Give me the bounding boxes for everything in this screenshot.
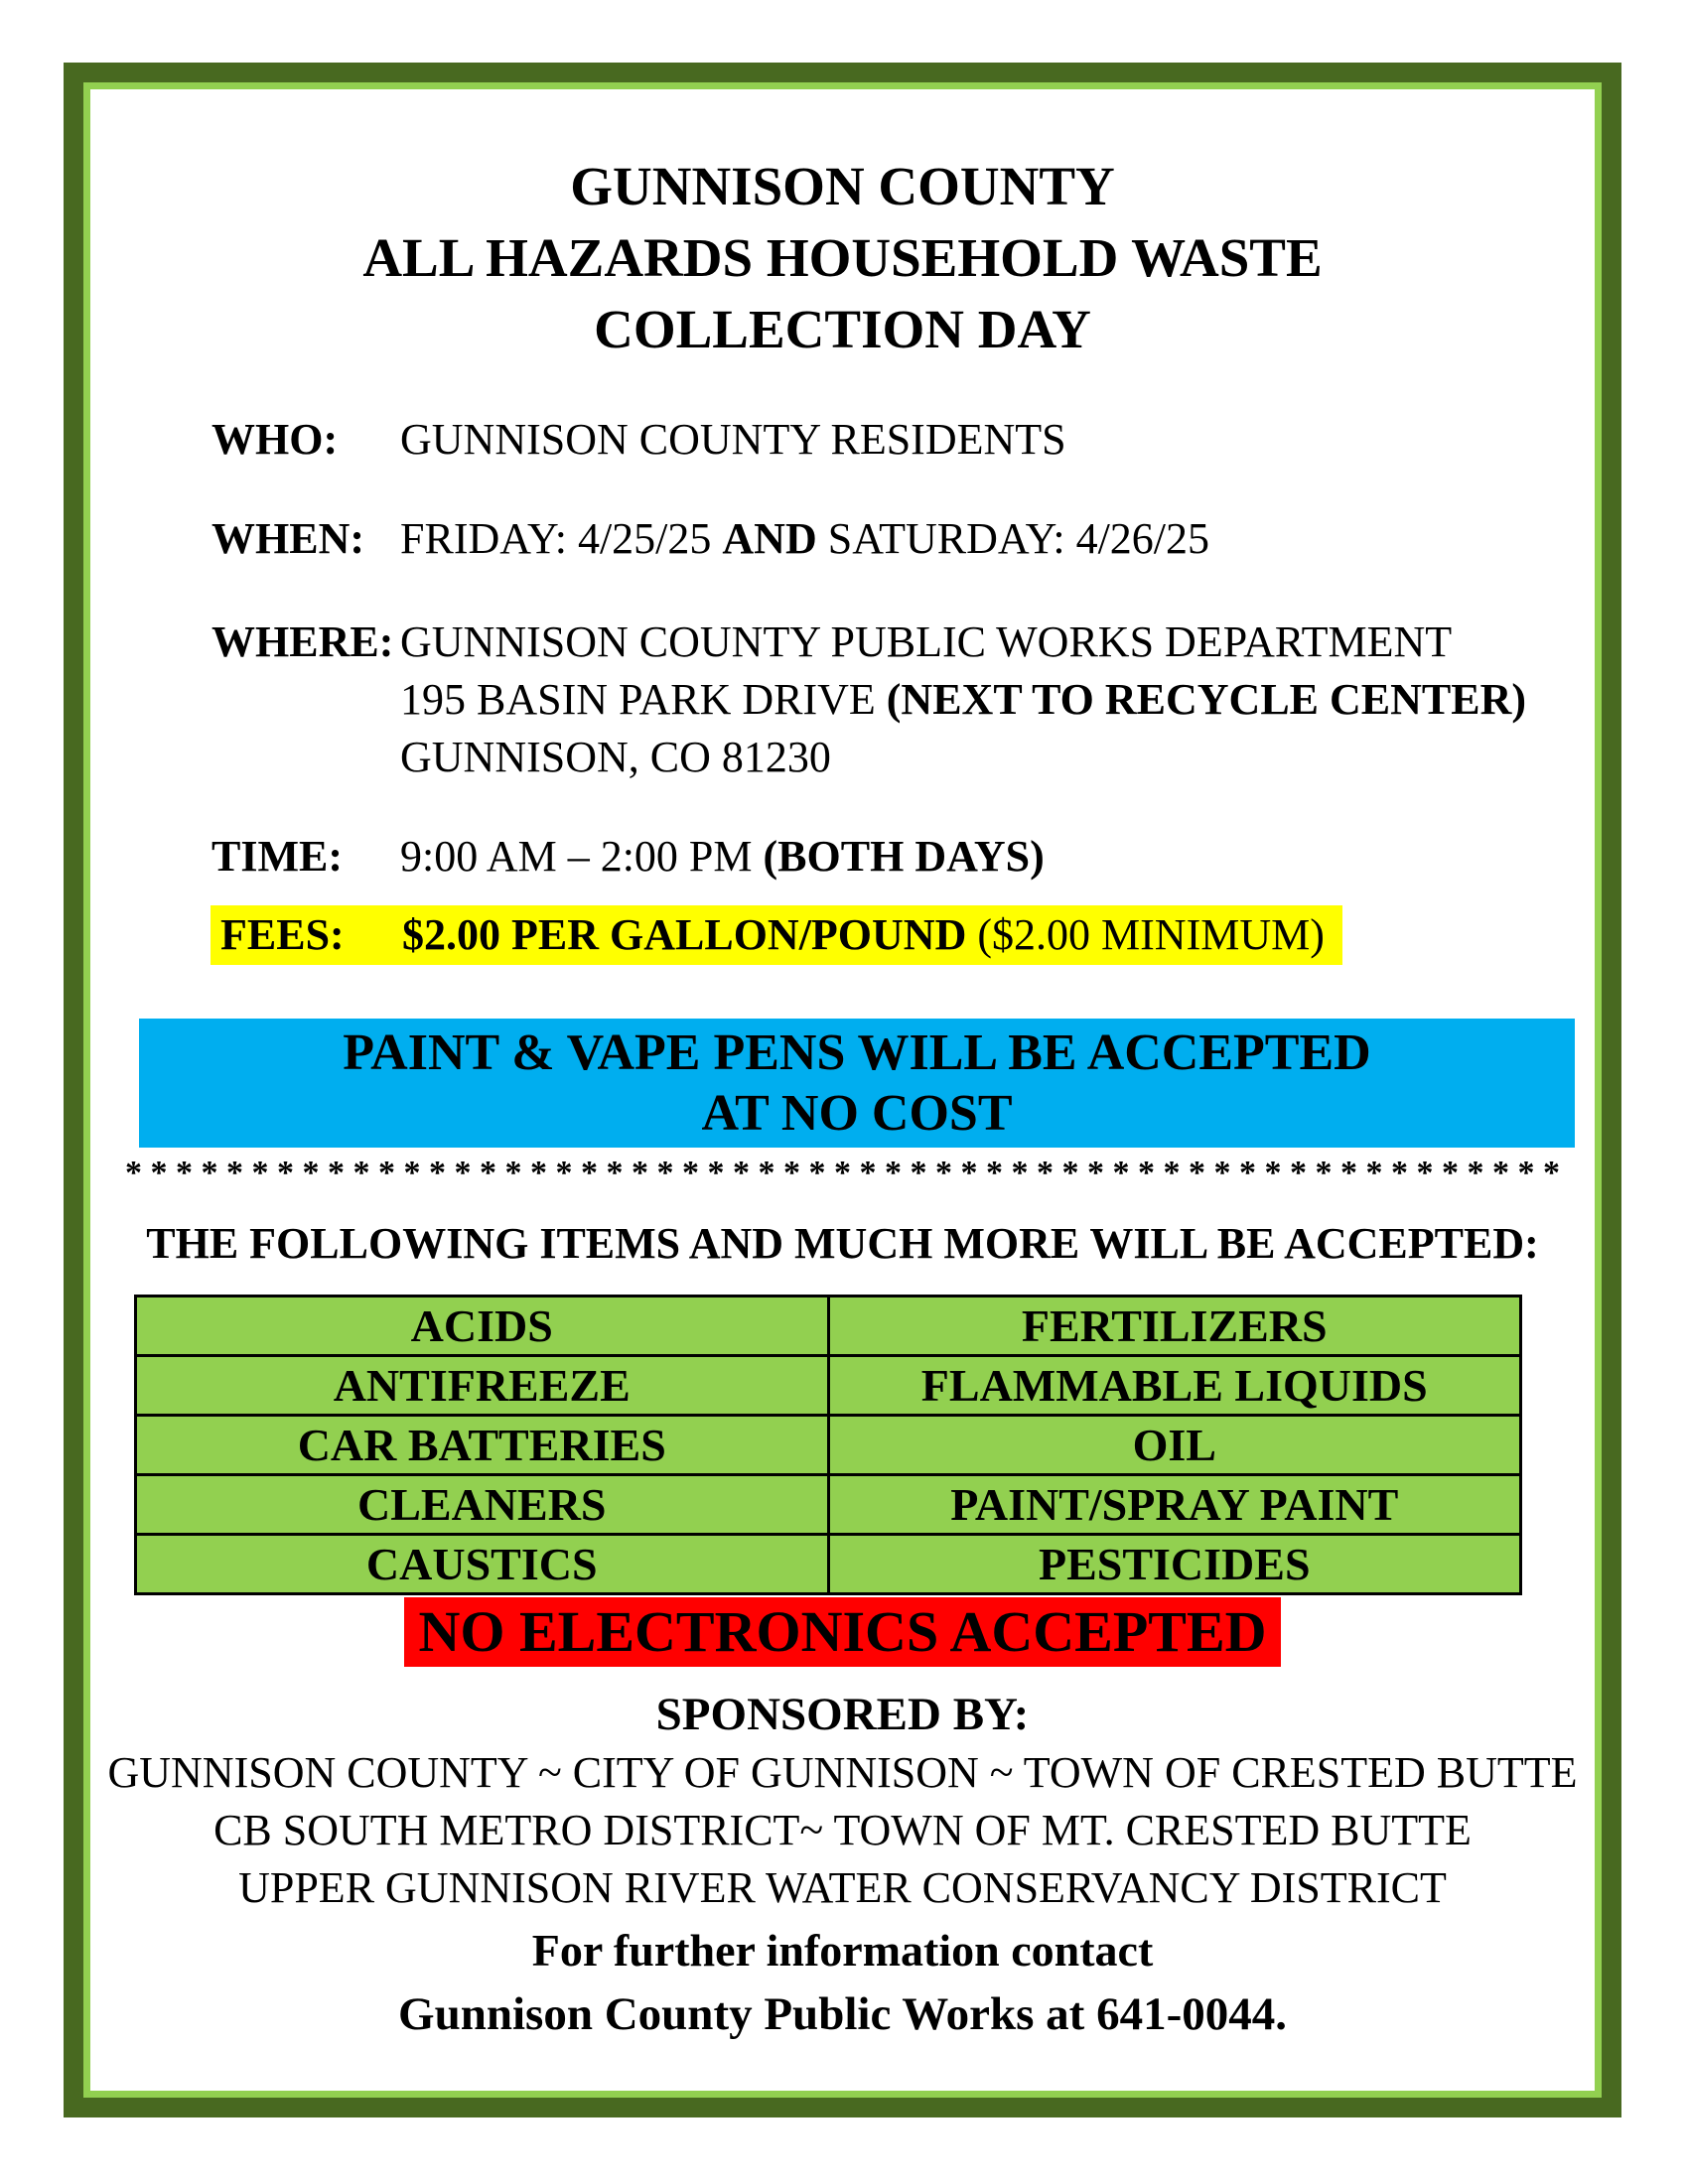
- footer-info-line: For further information contact: [531, 1925, 1154, 1976]
- who-value: GUNNISON COUNTY RESIDENTS: [400, 415, 1066, 464]
- info-row-who: [90, 411, 1595, 469]
- where-label: WHERE:: [211, 617, 394, 666]
- where-value: [400, 614, 1595, 786]
- info-row-fees: [90, 905, 1595, 965]
- table-row: [136, 1535, 1521, 1594]
- table-cell: CLEANERS: [136, 1475, 829, 1535]
- time-value-pre: 9:00 AM – 2:00 PM: [400, 832, 764, 881]
- where-line-1: GUNNISON COUNTY PUBLIC WORKS DEPARTMENT: [400, 617, 1453, 666]
- fees-yellow-highlight: [211, 905, 1342, 965]
- asterisk-divider: * * * * * * * * * * * * * * * * * * * * * * * * * * * * * * * * * * * * * * * * * * * * * * * * * * * * * * * * *: [125, 1155, 1560, 1191]
- page-border-inner-line: [83, 82, 1602, 2098]
- when-value-pre: FRIDAY: 4/25/25: [400, 514, 723, 563]
- time-value: [400, 828, 1595, 886]
- info-row-when: [90, 510, 1595, 568]
- sponsor-list: [90, 1744, 1595, 1917]
- no-electronics-row: [90, 1597, 1595, 1667]
- sponsor-line-1: GUNNISON COUNTY ~ CITY OF GUNNISON ~ TOWN OF CRESTED BUTTE: [107, 1748, 1578, 1797]
- when-label: WHEN:: [211, 514, 364, 563]
- info-row-time: [90, 828, 1595, 886]
- table-cell: PAINT/SPRAY PAINT: [828, 1475, 1521, 1535]
- info-section: [90, 411, 1595, 965]
- fees-label: FEES:: [220, 910, 345, 959]
- where-line-2: [400, 671, 1595, 729]
- when-value-bold: AND: [722, 514, 817, 563]
- who-label: WHO:: [211, 415, 339, 464]
- where-line-3: GUNNISON, CO 81230: [400, 733, 831, 781]
- no-electronics-banner: NO ELECTRONICS ACCEPTED: [404, 1597, 1280, 1667]
- time-value-bold: (BOTH DAYS): [763, 832, 1045, 881]
- sponsored-by-heading: SPONSORED BY:: [655, 1689, 1030, 1740]
- table-cell: OIL: [828, 1416, 1521, 1475]
- sponsor-line-3: UPPER GUNNISON RIVER WATER CONSERVANCY DISTRICT: [238, 1863, 1447, 1912]
- when-value: [400, 510, 1595, 568]
- table-cell: ACIDS: [136, 1297, 829, 1356]
- table-row: [136, 1297, 1521, 1356]
- title-line-1: GUNNISON COUNTY: [570, 156, 1115, 216]
- fees-value-rest: ($2.00 MINIMUM): [966, 910, 1325, 959]
- where-line-2-pre: 195 BASIN PARK DRIVE: [400, 675, 887, 724]
- fees-value-bold: $2.00 PER GALLON/POUND: [402, 910, 967, 959]
- table-cell: ANTIFREEZE: [136, 1356, 829, 1416]
- time-label: TIME:: [211, 832, 343, 881]
- table-row: [136, 1356, 1521, 1416]
- paint-vape-banner: [139, 1019, 1575, 1148]
- page-border-frame: [64, 63, 1621, 2117]
- banner-line-1: PAINT & VAPE PENS WILL BE ACCEPTED: [343, 1024, 1371, 1081]
- where-line-2-bold: (NEXT TO RECYCLE CENTER): [886, 675, 1527, 724]
- table-cell: FLAMMABLE LIQUIDS: [828, 1356, 1521, 1416]
- table-cell: CAR BATTERIES: [136, 1416, 829, 1475]
- table-row: [136, 1416, 1521, 1475]
- title-line-3: COLLECTION DAY: [594, 299, 1091, 359]
- table-cell: PESTICIDES: [828, 1535, 1521, 1594]
- accepted-items-table: [134, 1295, 1522, 1595]
- info-row-where: [90, 614, 1595, 786]
- footer-contact-line: Gunnison County Public Works at 641-0044.: [398, 1988, 1287, 2040]
- table-cell: CAUSTICS: [136, 1535, 829, 1594]
- when-value-post: SATURDAY: 4/26/25: [816, 514, 1210, 563]
- sponsor-line-2: CB SOUTH METRO DISTRICT~ TOWN OF MT. CRESTED BUTTE: [213, 1806, 1472, 1854]
- accepted-items-heading: THE FOLLOWING ITEMS AND MUCH MORE WILL BE ACCEPTED:: [146, 1219, 1539, 1268]
- flyer-content: [90, 151, 1595, 2098]
- banner-line-2: AT NO COST: [701, 1085, 1013, 1142]
- title-line-2: ALL HAZARDS HOUSEHOLD WASTE: [362, 227, 1323, 288]
- table-cell: FERTILIZERS: [828, 1297, 1521, 1356]
- flyer-title: [90, 151, 1595, 365]
- table-row: [136, 1475, 1521, 1535]
